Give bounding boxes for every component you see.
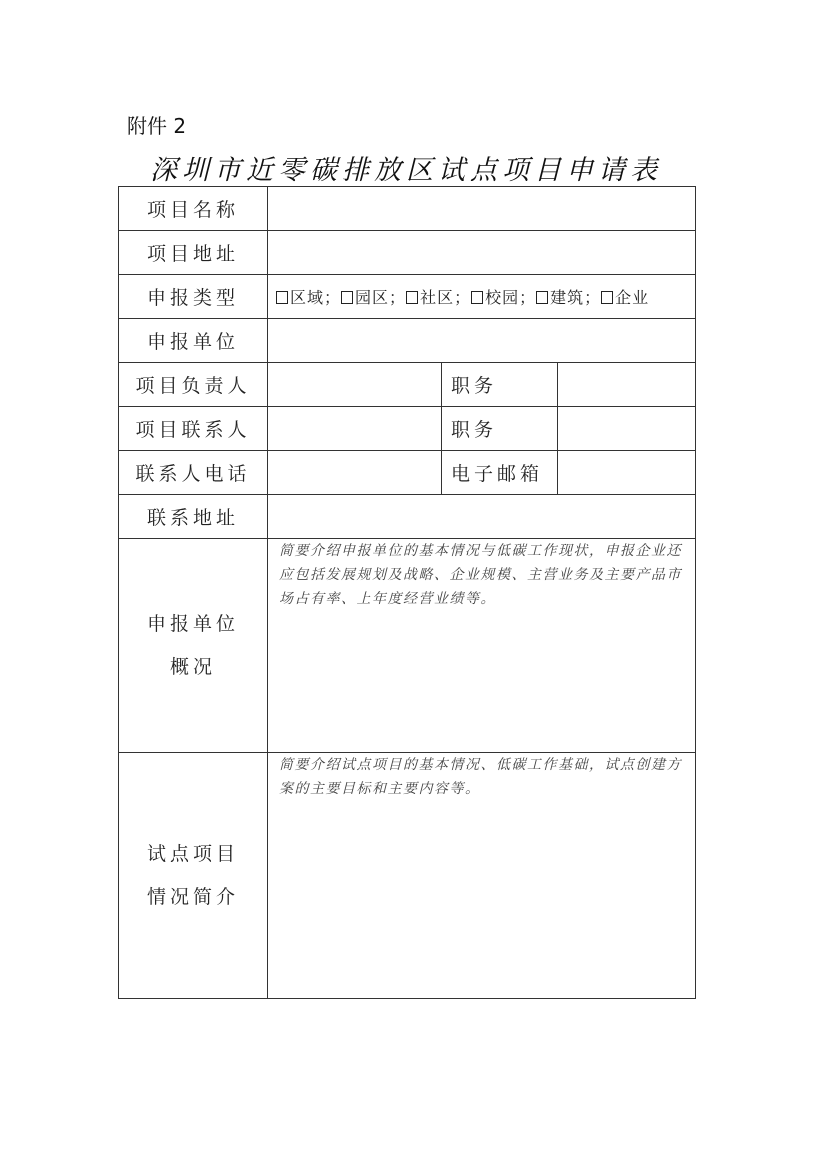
- project-contact-field[interactable]: [268, 407, 442, 451]
- applicant-unit-label: 申报单位: [119, 319, 268, 363]
- option-building[interactable]: 建筑: [536, 288, 584, 307]
- leader-position-label: 职务: [442, 363, 558, 407]
- unit-overview-hint: 简要介绍申报单位的基本情况与低碳工作现状，申报企业还应包括发展规划及战略、企业规模、主营业务及主要产品市场占有率、上年度经营业绩等。: [279, 543, 682, 607]
- option-region[interactable]: 区域: [276, 288, 324, 307]
- application-type-label: 申报类型: [119, 275, 268, 319]
- project-contact-label: 项目联系人: [119, 407, 268, 451]
- applicant-unit-field[interactable]: [268, 319, 696, 363]
- checkbox-icon[interactable]: [471, 291, 483, 304]
- project-intro-field[interactable]: [268, 753, 696, 999]
- checkbox-icon[interactable]: [406, 291, 418, 304]
- leader-position-field[interactable]: [558, 363, 696, 407]
- row-project-name: [119, 187, 696, 231]
- project-intro-hint: 简要介绍试点项目的基本情况、低碳工作基础，试点创建方案的主要目标和主要内容等。: [279, 757, 682, 797]
- contact-address-label: 联系地址: [119, 495, 268, 539]
- contact-phone-field[interactable]: [268, 451, 442, 495]
- project-name-field[interactable]: [268, 187, 696, 231]
- option-enterprise[interactable]: 企业: [601, 288, 649, 307]
- project-intro-label: 试点项目 情况简介: [119, 753, 268, 999]
- project-address-field[interactable]: [268, 231, 696, 275]
- contact-position-label: 职务: [442, 407, 558, 451]
- row-project-intro: [119, 753, 696, 999]
- row-project-leader: [119, 363, 696, 407]
- unit-overview-label: 申报单位 概况: [119, 539, 268, 753]
- application-form-table: [118, 186, 696, 999]
- contact-address-field[interactable]: [268, 495, 696, 539]
- row-application-type: [119, 275, 696, 319]
- contact-position-field[interactable]: [558, 407, 696, 451]
- checkbox-icon[interactable]: [341, 291, 353, 304]
- checkbox-icon[interactable]: [536, 291, 548, 304]
- unit-overview-field[interactable]: [268, 539, 696, 753]
- application-type-options: 区域； 园区； 社区； 校园； 建筑； 企业: [268, 275, 696, 319]
- project-leader-field[interactable]: [268, 363, 442, 407]
- row-contact-address: [119, 495, 696, 539]
- row-project-contact: [119, 407, 696, 451]
- project-address-label: 项目地址: [119, 231, 268, 275]
- row-contact-phone: [119, 451, 696, 495]
- option-campus[interactable]: 校园: [471, 288, 519, 307]
- email-field[interactable]: [558, 451, 696, 495]
- attachment-label: 附件 2: [127, 114, 187, 138]
- checkbox-icon[interactable]: [601, 291, 613, 304]
- option-community[interactable]: 社区: [406, 288, 454, 307]
- option-park[interactable]: 园区: [341, 288, 389, 307]
- email-label: 电子邮箱: [442, 451, 558, 495]
- row-unit-overview: [119, 539, 696, 753]
- project-leader-label: 项目负责人: [119, 363, 268, 407]
- row-project-address: [119, 231, 696, 275]
- checkbox-icon[interactable]: [276, 291, 288, 304]
- form-title: 深圳市近零碳排放区试点项目申请表: [150, 155, 662, 186]
- row-applicant-unit: [119, 319, 696, 363]
- project-name-label: 项目名称: [119, 187, 268, 231]
- contact-phone-label: 联系人电话: [119, 451, 268, 495]
